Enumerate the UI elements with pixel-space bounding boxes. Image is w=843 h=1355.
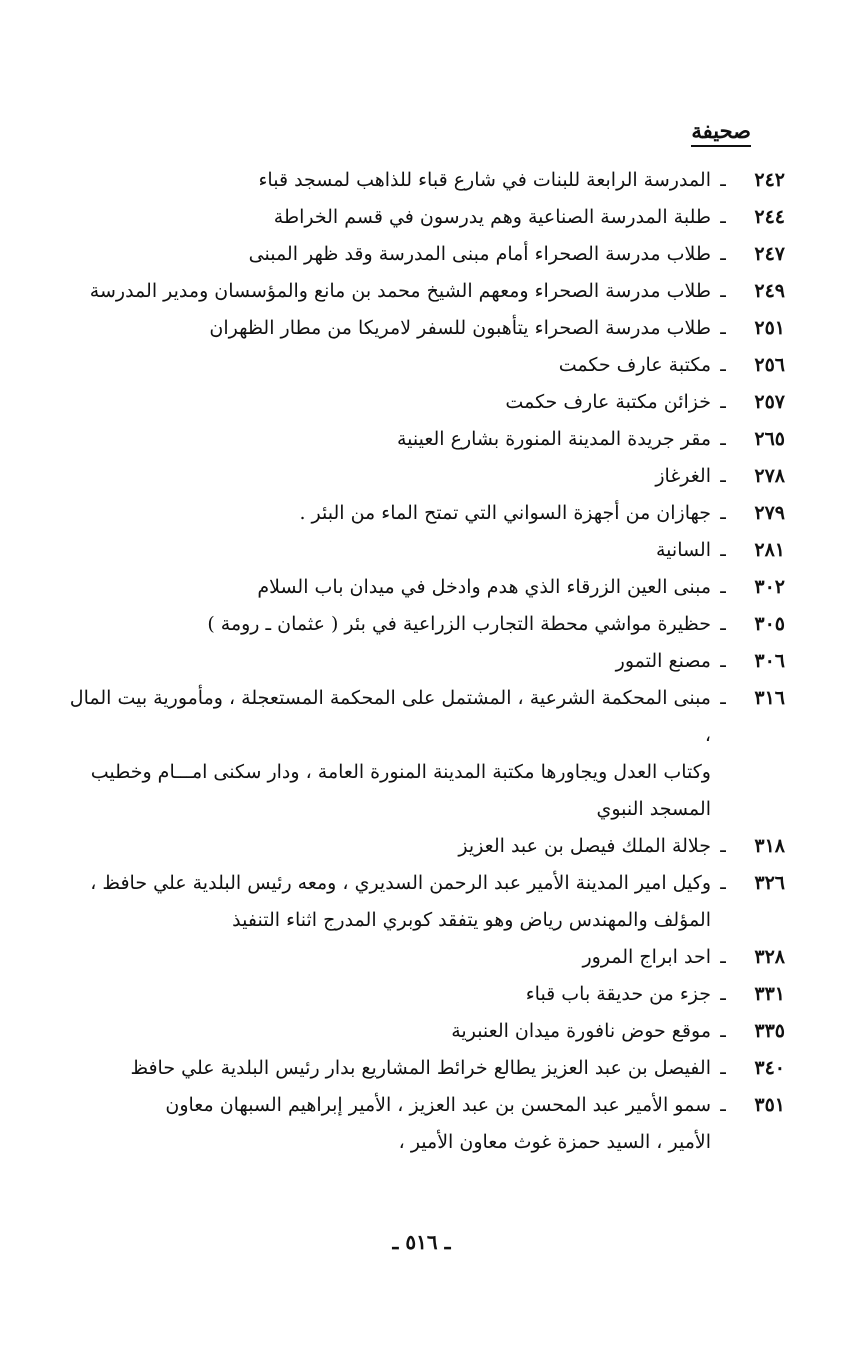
entry-dash: ـ <box>720 280 726 302</box>
entry-caption-line: طلاب مدرسة الصحراء يتأهبون للسفر لامريكا من مطار الظهران <box>209 317 711 339</box>
entry-caption-line: طلاب مدرسة الصحراء ومعهم الشيخ محمد بن مانع والمؤسسان ومدير المدرسة <box>89 280 711 302</box>
entry-caption-line: جلالة الملك فيصل بن عبد العزيز <box>458 835 711 857</box>
entry-caption <box>65 643 711 680</box>
list-item <box>65 1050 785 1087</box>
entry-caption <box>65 273 711 310</box>
entry-page-number: ٢٥٧ <box>754 391 785 413</box>
entry-dash: ـ <box>720 391 726 413</box>
list-item <box>65 495 785 532</box>
entry-caption <box>65 606 711 643</box>
entry-dash: ـ <box>720 650 726 672</box>
list-item <box>65 273 785 310</box>
entry-caption <box>65 828 711 865</box>
entry-page-number: ٣٠٥ <box>754 613 785 635</box>
entry-dash: ـ <box>720 206 726 228</box>
entry-caption-line: وكتاب العدل ويجاورها مكتبة المدينة المنورة العامة ، ودار سكنى امـــام وخطيب <box>90 761 711 783</box>
entry-caption-line: طلبة المدرسة الصناعية وهم يدرسون في قسم الخراطة <box>273 206 711 228</box>
entry-caption-line: الفيصل بن عبد العزيز يطالع خرائط المشاريع بدار رئيس البلدية علي حافظ <box>130 1057 711 1079</box>
entry-page-number: ٢٤٩ <box>754 280 785 302</box>
entry-caption-line: مبنى المحكمة الشرعية ، المشتمل على المحكمة المستعجلة ، ومأمورية بيت المال ، <box>69 687 711 746</box>
entry-dash: ـ <box>720 243 726 265</box>
list-item <box>65 606 785 643</box>
entry-page-number: ٣٠٦ <box>754 650 785 672</box>
entry-dash: ـ <box>720 1020 726 1042</box>
page-column-header: صحيفة <box>691 118 751 147</box>
entry-dash: ـ <box>720 539 726 561</box>
entry-caption <box>65 458 711 495</box>
list-item <box>65 199 785 236</box>
entry-caption-line: خزائن مكتبة عارف حكمت <box>505 391 711 413</box>
entry-page-number: ٢٤٤ <box>754 206 785 228</box>
list-item <box>65 1013 785 1050</box>
entry-caption <box>65 1087 711 1161</box>
list-item <box>65 643 785 680</box>
entry-page-number: ٣٠٢ <box>754 576 785 598</box>
entry-caption-line: مقر جريدة المدينة المنورة بشارع العينية <box>396 428 711 450</box>
entry-page-number: ٢٤٢ <box>754 169 785 191</box>
entry-caption-line: المدرسة الرابعة للبنات في شارع قباء للذاهب لمسجد قباء <box>258 169 711 191</box>
entry-page-number: ٣١٨ <box>754 835 785 857</box>
entry-dash: ـ <box>720 1057 726 1079</box>
entry-caption <box>65 1013 711 1050</box>
entry-caption-line: جزء من حديقة باب قباء <box>525 983 711 1005</box>
list-item <box>65 976 785 1013</box>
list-item <box>65 680 785 828</box>
entry-page-number: ٢٥١ <box>754 317 785 339</box>
list-item <box>65 347 785 384</box>
list-item <box>65 384 785 421</box>
list-item <box>65 458 785 495</box>
entry-caption <box>65 384 711 421</box>
list-item <box>65 865 785 939</box>
list-item <box>65 236 785 273</box>
entry-caption <box>65 310 711 347</box>
entry-page-number: ٢٨١ <box>754 539 785 561</box>
entry-page-number: ٣٣١ <box>754 983 785 1005</box>
entry-dash: ـ <box>720 317 726 339</box>
entry-dash: ـ <box>720 576 726 598</box>
entry-caption-line: المسجد النبوي <box>596 798 711 820</box>
entry-dash: ـ <box>720 872 726 894</box>
entry-page-number: ٣١٦ <box>754 687 785 709</box>
entry-page-number: ٣٤٠ <box>754 1057 785 1079</box>
entry-caption-line: موقع حوض نافورة ميدان العنبرية <box>451 1020 711 1042</box>
list-item <box>65 532 785 569</box>
entry-caption-line: الغرغاز <box>655 465 711 487</box>
entry-page-number: ٣٥١ <box>754 1094 785 1116</box>
list-item <box>65 421 785 458</box>
entry-dash: ـ <box>720 502 726 524</box>
entry-caption-line: مكتبة عارف حكمت <box>558 354 711 376</box>
entry-caption-line: مبنى العين الزرقاء الذي هدم وادخل في ميدان باب السلام <box>257 576 711 598</box>
entry-dash: ـ <box>720 835 726 857</box>
entry-page-number: ٢٧٩ <box>754 502 785 524</box>
entry-dash: ـ <box>720 946 726 968</box>
entry-caption <box>65 199 711 236</box>
entry-caption-line: مصنع التمور <box>615 650 711 672</box>
entry-caption <box>65 236 711 273</box>
entry-caption-line: احد ابراج المرور <box>582 946 711 968</box>
entry-dash: ـ <box>720 613 726 635</box>
entry-dash: ـ <box>720 354 726 376</box>
list-item <box>65 1087 785 1161</box>
entry-dash: ـ <box>720 1094 726 1116</box>
entry-caption <box>65 976 711 1013</box>
entry-page-number: ٣٣٥ <box>754 1020 785 1042</box>
entry-page-number: ٢٦٥ <box>754 428 785 450</box>
entry-caption <box>65 532 711 569</box>
page-number: ـ ٥١٦ ـ <box>392 1230 451 1254</box>
entry-caption <box>65 162 711 199</box>
entry-caption <box>65 421 711 458</box>
entries-list <box>65 162 785 1161</box>
entry-dash: ـ <box>720 428 726 450</box>
entry-page-number: ٢٧٨ <box>754 465 785 487</box>
entry-caption <box>65 680 711 828</box>
entry-dash: ـ <box>720 687 726 709</box>
entry-caption-line: وكيل امير المدينة الأمير عبد الرحمن السديري ، ومعه رئيس البلدية علي حافظ ، <box>90 872 711 894</box>
entry-caption-line: المؤلف والمهندس رياض وهو يتفقد كوبري المدرج اثناء التنفيذ <box>232 909 711 931</box>
list-item <box>65 939 785 976</box>
list-item <box>65 569 785 606</box>
entry-dash: ـ <box>720 169 726 191</box>
entry-dash: ـ <box>720 465 726 487</box>
entry-caption-line: حظيرة مواشي محطة التجارب الزراعية في بئر ( عثمان ـ رومة ) <box>207 613 711 635</box>
entry-page-number: ٢٥٦ <box>754 354 785 376</box>
entry-caption-line: جهازان من أجهزة السواني التي تمتح الماء من البئر . <box>299 502 711 524</box>
entry-caption <box>65 347 711 384</box>
entry-caption-line: طلاب مدرسة الصحراء أمام مبنى المدرسة وقد ظهر المبنى <box>248 243 711 265</box>
entry-page-number: ٢٤٧ <box>754 243 785 265</box>
entry-caption <box>65 1050 711 1087</box>
entry-caption-line: الأمير ، السيد حمزة غوث معاون الأمير ، <box>398 1131 711 1153</box>
entry-caption <box>65 495 711 532</box>
entry-caption <box>65 939 711 976</box>
entry-caption <box>65 865 711 939</box>
list-item <box>65 828 785 865</box>
list-item <box>65 162 785 199</box>
entry-dash: ـ <box>720 983 726 1005</box>
entry-caption-line: سمو الأمير عبد المحسن بن عبد العزيز ، الأمير إبراهيم السبهان معاون <box>165 1094 711 1116</box>
entry-caption-line: السانية <box>655 539 711 561</box>
entry-page-number: ٣٢٨ <box>754 946 785 968</box>
entry-caption <box>65 569 711 606</box>
list-item <box>65 310 785 347</box>
entry-page-number: ٣٢٦ <box>754 872 785 894</box>
